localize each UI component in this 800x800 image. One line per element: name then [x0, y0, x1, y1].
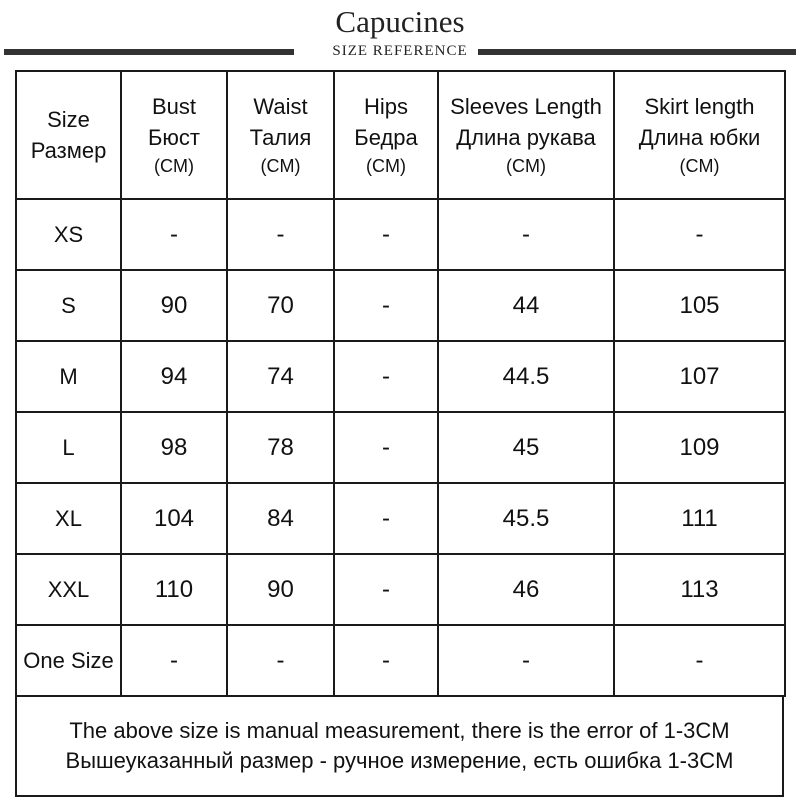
size-cell: XXL [16, 554, 121, 625]
hips-cell: - [334, 625, 438, 696]
hips-cell: - [334, 554, 438, 625]
bust-cell: 98 [121, 412, 227, 483]
table-row [16, 412, 785, 483]
header-hips-unit: (CM) [366, 156, 406, 176]
header-bust-ru: Бюст [147, 125, 200, 150]
hips-cell: - [334, 483, 438, 554]
skirt-cell: 107 [614, 341, 785, 412]
header-size [16, 71, 121, 199]
bust-cell: 90 [121, 270, 227, 341]
header-row [16, 71, 785, 199]
hips-cell: - [334, 412, 438, 483]
bust-cell: 110 [121, 554, 227, 625]
sleeves-cell: 45.5 [438, 483, 614, 554]
header-skirt-ru: Длина юбки [638, 125, 761, 150]
size-cell: M [16, 341, 121, 412]
header-size-en: Size [47, 107, 90, 132]
table-row [16, 199, 785, 270]
sleeves-cell: - [438, 625, 614, 696]
header-sleeves-unit: (CM) [506, 156, 546, 176]
size-chart-table [15, 70, 786, 697]
bust-cell: - [121, 625, 227, 696]
skirt-cell: - [614, 625, 785, 696]
waist-cell: 84 [227, 483, 334, 554]
header-waist-ru: Талия [249, 125, 312, 150]
bust-cell: 104 [121, 483, 227, 554]
waist-cell: - [227, 625, 334, 696]
header-size-ru: Размер [30, 138, 107, 163]
brand-title: Capucines [335, 4, 465, 39]
size-cell: XS [16, 199, 121, 270]
sleeves-cell: 45 [438, 412, 614, 483]
waist-cell: 74 [227, 341, 334, 412]
header-waist [227, 71, 334, 199]
table-row [16, 483, 785, 554]
sleeves-cell: 44 [438, 270, 614, 341]
skirt-cell: 111 [614, 483, 785, 554]
header-bust [121, 71, 227, 199]
hips-cell: - [334, 199, 438, 270]
bust-cell: 94 [121, 341, 227, 412]
skirt-cell: 105 [614, 270, 785, 341]
header-hips-ru: Бедра [354, 125, 418, 150]
bust-cell: - [121, 199, 227, 270]
header-hips [334, 71, 438, 199]
header-bust-en: Bust [151, 94, 197, 119]
measurement-note [15, 695, 784, 797]
size-cell: S [16, 270, 121, 341]
sleeves-cell: 44.5 [438, 341, 614, 412]
size-cell: L [16, 412, 121, 483]
header-sleeves [438, 71, 614, 199]
table-row [16, 270, 785, 341]
skirt-cell: 113 [614, 554, 785, 625]
table-row [16, 554, 785, 625]
skirt-cell: 109 [614, 412, 785, 483]
waist-cell: 78 [227, 412, 334, 483]
size-reference-subtitle: SIZE REFERENCE [332, 43, 468, 59]
header-skirt-en: Skirt length [644, 94, 755, 119]
waist-cell: 90 [227, 554, 334, 625]
table-row [16, 341, 785, 412]
header-skirt [614, 71, 785, 199]
header-sleeves-en: Sleeves Length [450, 94, 602, 119]
sleeves-cell: - [438, 199, 614, 270]
table-row [16, 625, 785, 696]
note-english: The above size is manual measurement, there is the error of 1-3CM [69, 718, 730, 743]
header-hips-en: Hips [363, 94, 408, 119]
header-bust-unit: (CM) [154, 156, 194, 176]
header-sleeves-ru: Длина рукава [456, 125, 596, 150]
note-russian: Вышеуказанный размер - ручное измерение, есть ошибка 1-3CM [65, 748, 734, 773]
sleeves-cell: 46 [438, 554, 614, 625]
header-waist-unit: (CM) [260, 156, 301, 176]
size-cell: One Size [16, 625, 121, 696]
waist-cell: 70 [227, 270, 334, 341]
waist-cell: - [227, 199, 334, 270]
hips-cell: - [334, 341, 438, 412]
hips-cell: - [334, 270, 438, 341]
skirt-cell: - [614, 199, 785, 270]
size-cell: XL [16, 483, 121, 554]
header-waist-en: Waist [253, 94, 308, 119]
header-skirt-unit: (CM) [679, 156, 720, 176]
